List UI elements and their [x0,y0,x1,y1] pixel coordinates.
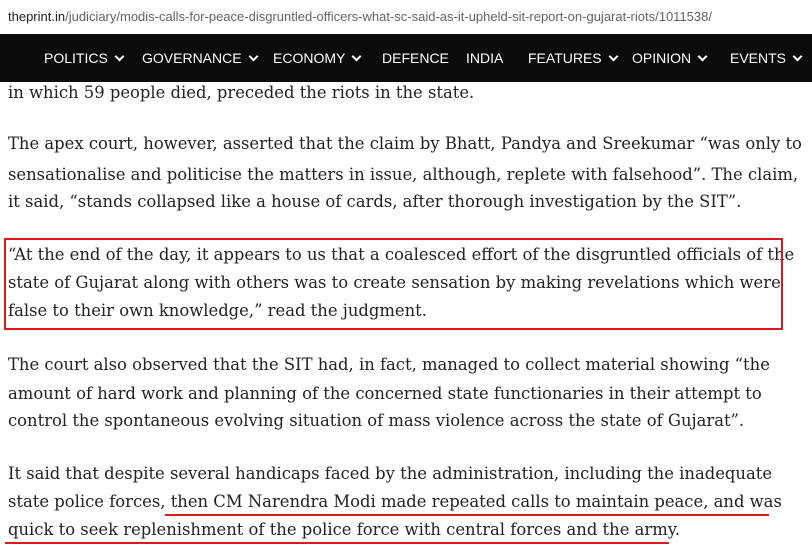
highlight-box [4,238,783,330]
nav-label: OPINION [632,50,692,66]
chevron-down-icon [114,51,124,61]
url-path: /judiciary/modis-calls-for-peace-disgruntled-officers-what-sc-said-as-it-upheld-sit-report-on-gujarat-riots/1011538/ [65,9,712,24]
highlighted-text: then CM Narendra Modi made repeated calls to maintain peace, and was [170,492,782,511]
nav-item-governance[interactable] [142,34,257,82]
chevron-down-icon [248,51,258,61]
chevron-down-icon [352,51,362,61]
nav-label: FEATURES [528,50,602,66]
url-domain: theprint.in [8,9,66,24]
article-line [8,492,782,511]
nav-label: INDIA [466,50,504,66]
main-nav [0,34,812,82]
article-line: in which 59 people died, preceded the riots in the state. [8,83,475,102]
article-line: amount of hard work and planning of the concerned state functionaries in their attempt to [8,384,762,403]
chevron-down-icon [608,51,618,61]
article-line: It said that despite several handicaps faced by the administration, including the inadequate [8,464,773,483]
nav-label: ECONOMY [273,50,346,66]
highlight-underline [5,542,669,544]
highlighted-line: quick to seek replenishment of the police force with central forces and the army. [8,520,681,539]
nav-item-defence[interactable] [382,34,449,82]
article-line: it said, “stands collapsed like a house of cards, after thorough investigation by the SIT”. [8,192,742,211]
nav-item-politics[interactable] [44,34,123,82]
article-text: state police forces, [8,492,171,511]
chevron-down-icon [698,51,708,61]
quote-line: state of Gujarat along with others was to create sensation by making revelations which were [8,273,781,292]
chevron-down-icon [793,51,803,61]
nav-item-economy[interactable] [273,34,360,82]
nav-item-opinion[interactable] [632,34,706,82]
quote-line: false to their own knowledge,” read the judgment. [8,301,427,320]
nav-label: DEFENCE [382,50,449,66]
article-line: control the spontaneous evolving situation of mass violence across the state of Gujarat”. [8,411,745,430]
nav-item-india[interactable] [466,34,503,82]
quote-line: “At the end of the day, it appears to us that a coalesced effort of the disgruntled officials of the [8,245,795,264]
highlight-underline [165,514,769,516]
nav-item-features[interactable] [528,34,617,82]
nav-item-events[interactable] [730,34,801,82]
nav-label: EVENTS [730,50,787,66]
article-line: sensationalise and politicise the matters in issue, although, replete with falsehood”. The claim, [8,165,799,184]
address-bar-url[interactable] [0,0,812,34]
article-line: The court also observed that the SIT had, in fact, managed to collect material showing “the [8,355,770,374]
nav-label: GOVERNANCE [142,50,242,66]
nav-label: POLITICS [44,50,108,66]
article-line: The apex court, however, asserted that the claim by Bhatt, Pandya and Sreekumar “was only to [8,134,802,153]
